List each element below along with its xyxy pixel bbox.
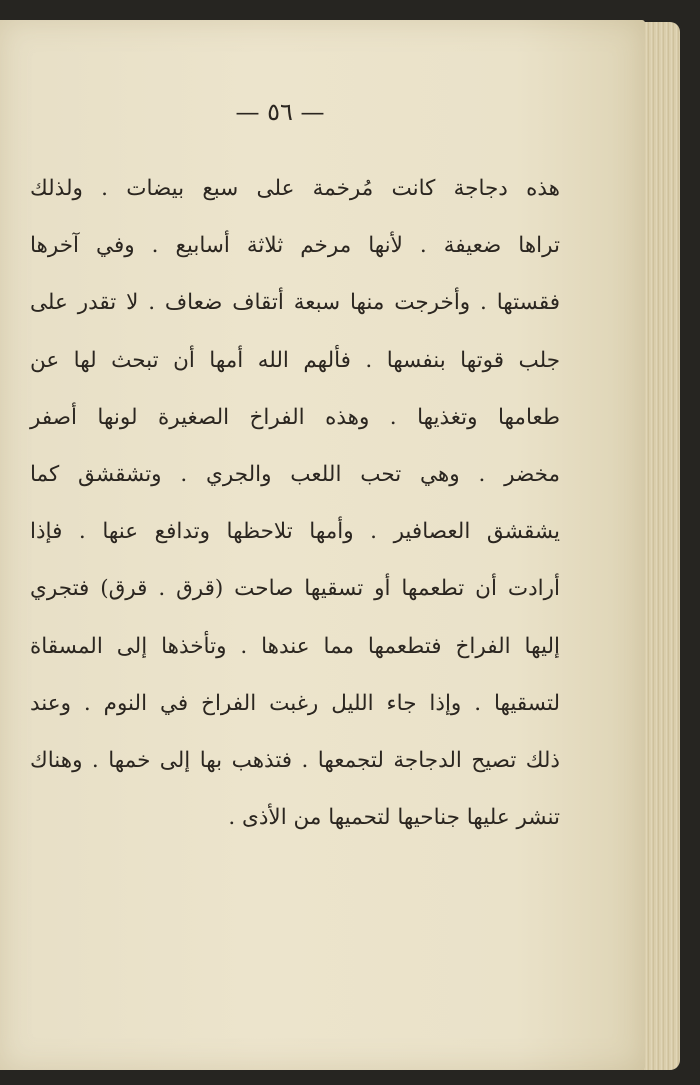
text-line: تنشر عليها جناحيها لتحميها من الأذى . <box>228 805 560 831</box>
text-line: لتسقيها . وإذا جاء الليل رغبت الفراخ في النوم . وعند <box>30 690 560 716</box>
text-line: إليها الفراخ فتطعمها مما عندها . وتأخذها إلى المسقاة <box>30 633 560 659</box>
text-line: أرادت أن تطعمها أو تسقيها صاحت (قرق . قرق) فتجري <box>30 576 560 602</box>
text-line: جلب قوتها بنفسها . فألهم الله أمها أن تبحث لها عن <box>30 347 560 373</box>
text-line: تراها ضعيفة . لأنها مرخم ثلاثة أسابيع . وفي آخرها <box>30 233 560 259</box>
text-line: طعامها وتغذيها . وهذه الفراخ الصغيرة لونها أصفر <box>30 404 560 430</box>
text-line: فقستها . وأخرجت منها سبعة أتقاف ضعاف . لا تقدر على <box>30 290 560 316</box>
text-block <box>30 160 560 846</box>
page-number: — ٥٦ — <box>235 98 325 126</box>
text-line: ذلك تصيح الدجاجة لتجمعها . فتذهب بها إلى خمها . وهناك <box>30 747 560 773</box>
text-line: يشقشق العصافير . وأمها تلاحظها وتدافع عنها . فإذا <box>30 519 560 545</box>
text-line: هذه دجاجة كانت مُرخمة على سبع بيضات . ولذلك <box>30 176 560 201</box>
text-line: مخضر . وهي تحب اللعب والجري . وتشقشق كما <box>30 461 560 487</box>
